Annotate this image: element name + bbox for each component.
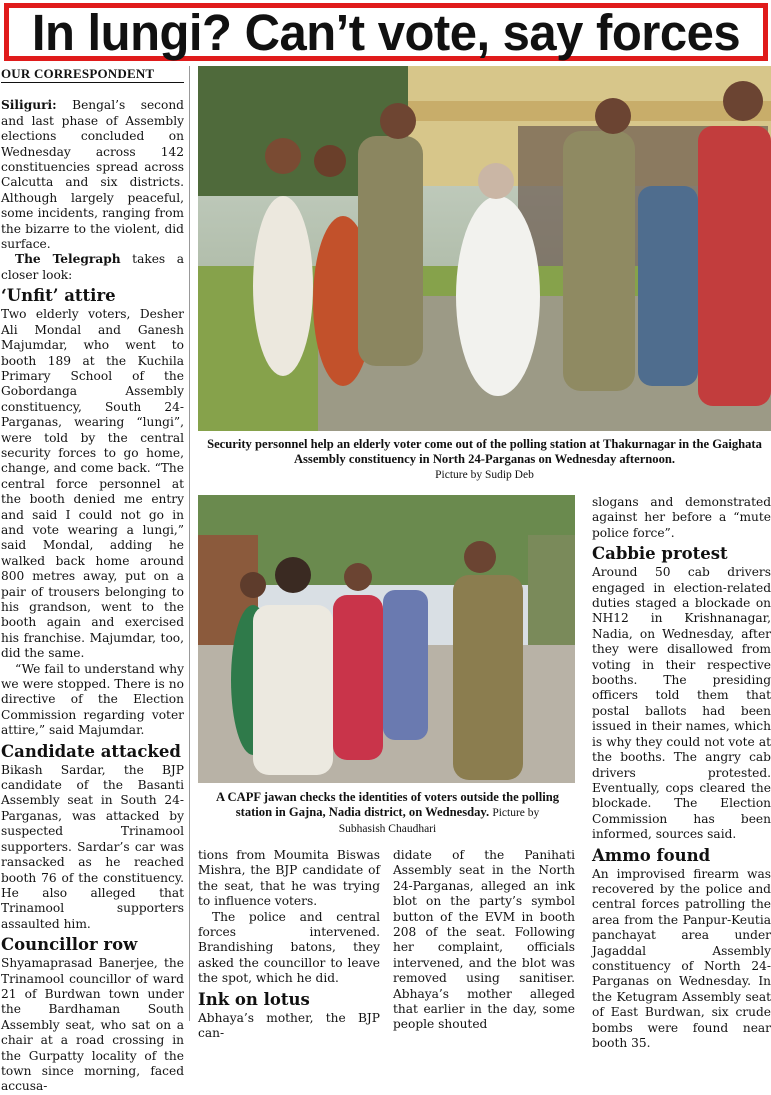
subhead-cabbie-protest: Cabbie protest <box>592 544 728 564</box>
attire-quote-paragraph: “We fail to understand why we were stopped. There is no directive of the Election Commission regarding voter attire,” said Majumdar. <box>1 661 184 738</box>
photo-capf-check-caption: A CAPF jawan checks the identities of voters outside the polling station in Gajna, Nadia district, on Wednesday. Picture by Subhasish Chaudhari <box>215 790 560 835</box>
candidate-paragraph: Bikash Sardar, the BJP candidate of the Basanti Assembly seat in South 24-Parganas, was attacked by suspected Trinamool supporters. Sardar’s car was ransacked as he reached booth 76 of the constituency. He also alleged that Trinamool supporters assaulted him. <box>1 762 184 931</box>
councillor-paragraph: Shyamaprasad Banerjee, the Trinamool councillor of ward 21 of Burdwan town under the Bardhaman South Assembly seat, who sat on a chair at a road crossing in the Gurpatty locality of the town since morning, faced accusa- <box>1 956 184 1094</box>
headline: In lungi? Can’t vote, say forces <box>31 4 741 62</box>
publication-name: The Telegraph <box>15 252 121 267</box>
subhead-councillor-row: Councillor row <box>1 935 138 955</box>
photo-credit-2: Picture by Subhasish Chaudhari <box>338 807 540 835</box>
photo-capf-check <box>198 495 575 783</box>
ammo-paragraph: An improvised firearm was recovered by the police and central forces patrolling the area from the Panpur-Keutia panchayat area under Jagaddal Assembly constituency of North 24-Parganas on Wednesday. In the Ketugram Assembly seat of East Burdwan, six crude bombs were found near booth 35. <box>592 866 771 1050</box>
column-divider <box>189 66 190 1021</box>
councillor-continued-paragraph: tions from Moumita Biswas Mishra, the BJP candidate of the seat, that he was trying to influence voters. <box>198 848 380 909</box>
police-paragraph: The police and central forces intervened. Brandishing batons, they asked the councillor to leave the spot, which he did. <box>198 909 380 986</box>
byline: OUR CORRESPONDENT <box>1 66 184 83</box>
subhead-unfit-attire: ‘Unfit’ attire <box>1 286 116 306</box>
ink-paragraph: Abhaya’s mother, the BJP can- <box>198 1010 380 1041</box>
ink-continued-paragraph: didate of the Panihati Assembly seat in the North 24-Parganas, alleged an ink blot on the party’s symbol button of the EVM in booth 208 of the seat. Following her complaint, officials intervened, and the blot was removed using sanitiser. Abhaya’s mother alleged that earlier in the day, some people shouted <box>393 848 575 1032</box>
cabbie-paragraph: Around 50 cab drivers engaged in election-related duties staged a blockade on NH12 in Krishnanagar, Nadia, on Wednesday, after they were disallowed from voting in their respective booths. The presiding officers told them that postal ballots had been issued in their names, which is why they could not vote at the booths. The angry cab drivers protested. Eventually, cops cleared the blockade. The Election Commission has been informed, sources said. <box>592 565 771 842</box>
photo-capf-check-image <box>198 495 575 783</box>
photo-elderly-voter-caption: Security personnel help an elderly voter come out of the polling station at Thakurnagar in the Gaighata Assembly constituency in North 24-Parganas on Wednesday afternoon. Picture by Sudip Deb <box>207 437 762 481</box>
photo-elderly-voter <box>198 66 771 431</box>
column-right <box>592 495 771 1051</box>
column-middle-left <box>198 848 380 1041</box>
headline-banner <box>4 3 768 61</box>
dateline: Siliguri: <box>1 98 57 113</box>
photo-credit: Picture by Sudip Deb <box>435 469 534 481</box>
attire-paragraph: Two elderly voters, Desher Ali Mondal and Ganesh Majumdar, who went to booth 189 at the Kuchila Primary School of the Gobordanga Assembly constituency, South 24-Parganas, wearing “lungi”, were told by the central security forces to go home, change, and come back. “The central force personnel at the booth denied me entry and said I could not go in and vote wearing a lungi,” said Mondal, adding he walked back home around 800 metres away, put on a pair of trousers belonging to his grandson, went to the booth again and exercised his franchise. Majumdar, too, did the same. <box>1 307 184 661</box>
column-middle-right <box>393 848 575 1033</box>
intro-paragraph-2: The Telegraph takes a closer look: <box>1 252 184 282</box>
subhead-ammo-found: Ammo found <box>592 845 711 865</box>
subhead-ink-on-lotus: Ink on lotus <box>198 989 310 1009</box>
intro-paragraph: Siliguri: Bengal’s second and last phase of Assembly elections concluded on Wednesday across 142 constituencies spread across Calcutta and six districts. Although largely peaceful, some incidents, ranging from the bizarre to the violent, did surface. <box>1 98 184 252</box>
subhead-candidate-attacked: Candidate attacked <box>1 741 181 761</box>
photo-elderly-voter-image <box>198 66 771 431</box>
slogans-paragraph: slogans and demonstrated against her before a “mute police force”. <box>592 495 771 540</box>
column-left <box>1 66 184 1095</box>
